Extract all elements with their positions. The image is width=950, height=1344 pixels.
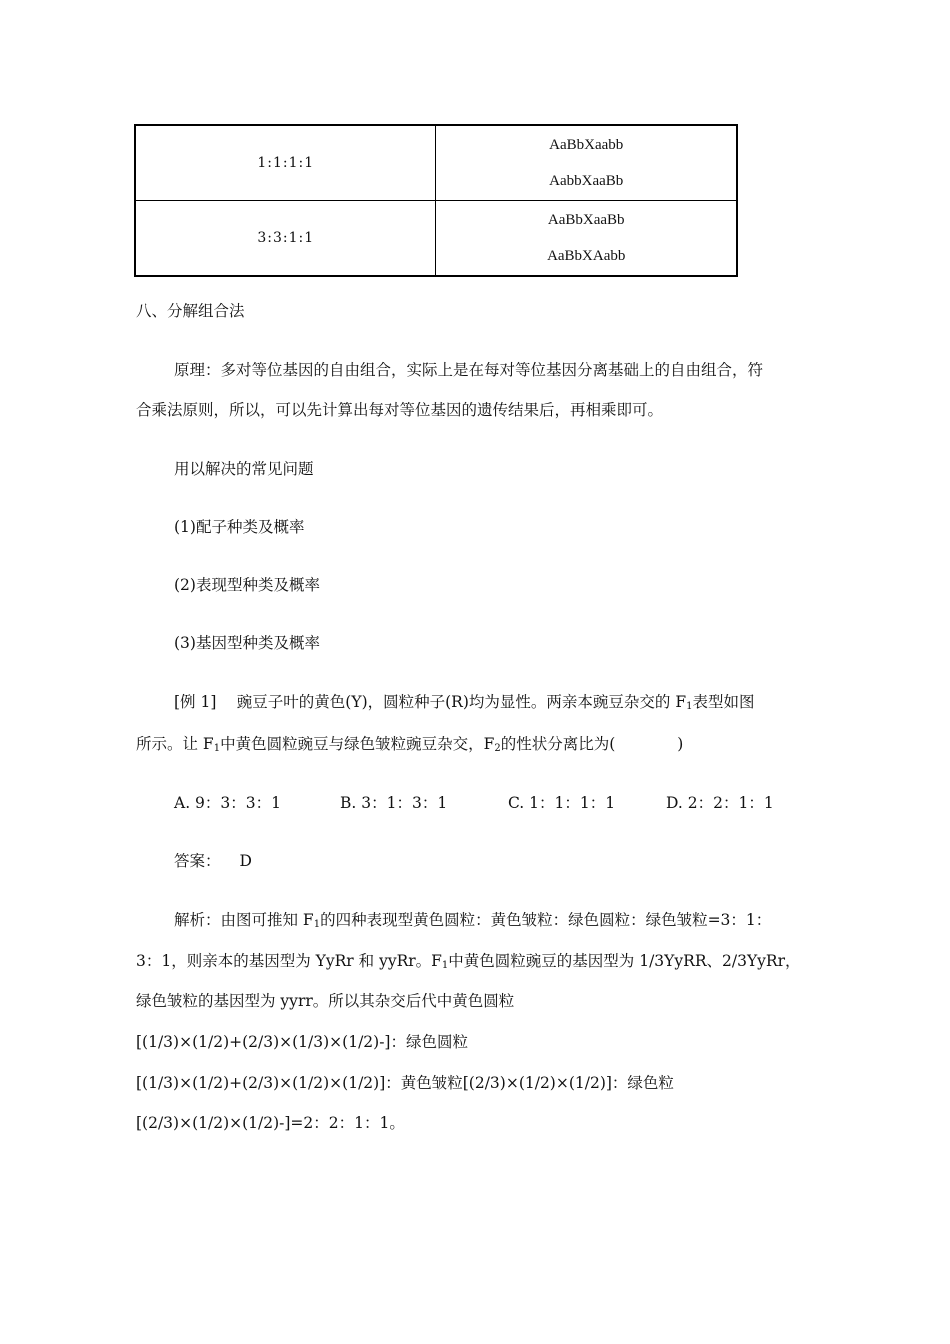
analysis-text: 3：1，则亲本的基因型为 YyRr 和 yyRr。F: [136, 952, 442, 970]
option-a: A. 9：3：3：1: [174, 794, 281, 812]
example-text: 所示。让 F: [136, 735, 214, 753]
option-c: C. 1：1：1：1: [508, 794, 616, 812]
example-text: [例 1] 豌豆子叶的黄色(Y)，圆粒种子(R)均为显性。两亲本豌豆杂交的 F: [174, 693, 687, 711]
principle-line-2: 合乘法原则，所以，可以先计算出每对等位基因的遗传结果后，再相乘即可。: [136, 401, 664, 419]
analysis-text: 中黄色圆粒豌豆的基因型为 1/3YyRR、2/3YyRr，: [448, 952, 801, 970]
subscript: 1: [686, 701, 693, 712]
analysis-text: 的四种表现型黄色圆粒：黄色皱粒：绿色圆粒：绿色皱粒=3：1：: [320, 911, 772, 929]
cross-cell: [436, 201, 737, 277]
subscript: 1: [313, 919, 321, 930]
problem-item-3: (3)基因型种类及概率: [174, 634, 320, 652]
cross-cell: [436, 125, 737, 201]
ratio-cell: 1:1:1:1: [135, 125, 436, 201]
table-row: [135, 201, 737, 277]
subscript: 2: [494, 743, 501, 754]
analysis-line-1: [174, 909, 771, 936]
ratio-table: [134, 124, 738, 277]
problem-item-1: (1)配子种类及概率: [174, 518, 305, 536]
answer-value: D: [239, 852, 252, 870]
cross-text: AabbXaaBb: [549, 173, 624, 189]
principle-line-1: 原理：多对等位基因的自由组合，实际上是在每对等位基因分离基础上的自由组合，符: [174, 361, 764, 379]
analysis-line-6: [(2/3)×(1/2)×(1/2)-]=2：2：1：1。: [136, 1114, 405, 1132]
analysis-line-2: [136, 950, 801, 977]
table-row: [135, 125, 737, 201]
analysis-text: 解析：由图可推知 F: [174, 911, 314, 929]
example-line-2: [136, 733, 683, 760]
problems-title: 用以解决的常见问题: [174, 460, 314, 478]
subscript: 1: [213, 743, 221, 754]
option-b: B. 3：1：3：1: [340, 794, 448, 812]
analysis-line-5: [(1/3)×(1/2)+(2/3)×(1/2)×(1/2)]：黄色皱粒[(2/3)×(1/2)×(1/2)]：绿色粒: [136, 1074, 674, 1092]
subscript: 1: [441, 960, 449, 971]
analysis-line-4: [(1/3)×(1/2)+(2/3)×(1/3)×(1/2)-]：绿色圆粒: [136, 1033, 468, 1051]
answer-label: 答案：: [174, 852, 221, 870]
ratio-cell: 3:3:1:1: [135, 201, 436, 277]
cross-text: AaBbXaaBb: [547, 212, 625, 228]
answer-line: [174, 850, 252, 872]
section-heading: 八、分解组合法: [136, 302, 245, 320]
problem-item-2: (2)表现型种类及概率: [174, 576, 320, 594]
example-text: 中黄色圆粒豌豆与绿色皱粒豌豆杂交，F: [220, 735, 495, 753]
cross-text: AaBbXAabb: [547, 248, 626, 264]
example-text: 表型如图: [692, 693, 755, 711]
analysis-line-3: 绿色皱粒的基因型为 yyrr。所以其杂交后代中黄色圆粒: [136, 992, 515, 1010]
cross-text: AaBbXaabb: [549, 137, 624, 153]
option-d: D. 2：2：1：1: [666, 794, 774, 812]
example-text: 的性状分离比为( ): [500, 735, 684, 753]
example-line-1: [174, 691, 754, 718]
